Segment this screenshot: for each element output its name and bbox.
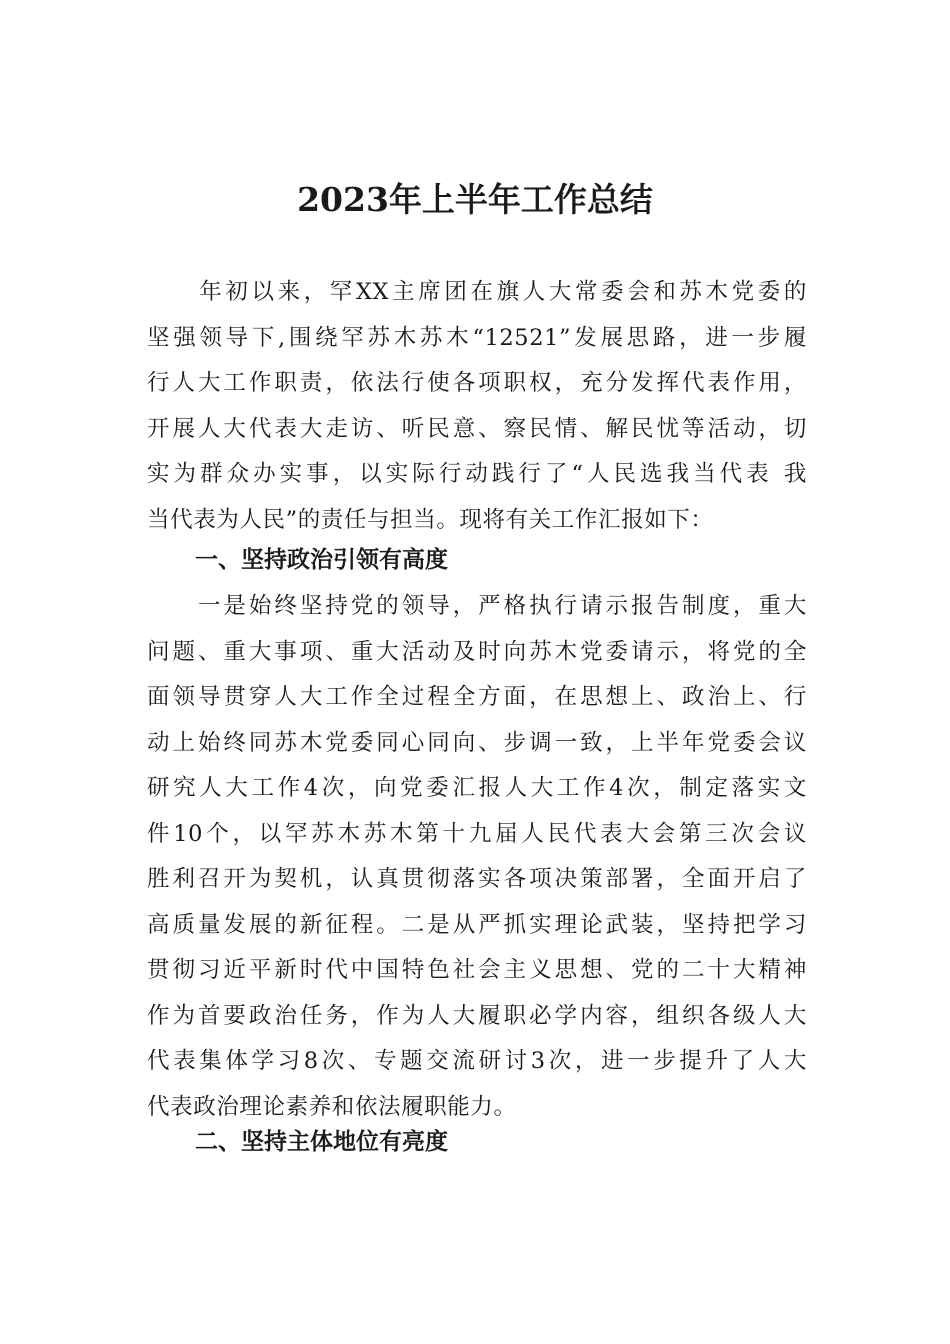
text-line: 当代表为人民”的责任与担当。现将有关工作汇报如下：	[147, 506, 714, 533]
text-line: 开展人大代表大走访、听民意、察民情、解民忧等活动，切	[147, 415, 807, 442]
section-heading-1: 一、坚持政治引领有高度	[195, 547, 448, 573]
text-line: 代表政治理论素养和依法履职能力。	[147, 1093, 517, 1120]
text-line: 实为群众办实事，以实际行动践行了“人民选我当代表 我	[147, 461, 807, 487]
text-line: 行人大工作职责，依法行使各项职权，充分发挥代表作用，	[147, 370, 807, 396]
document-title: 2023年上半年工作总结	[297, 180, 653, 219]
text-line: 作为首要政治任务，作为人大履职必学内容，组织各级人大	[147, 1002, 807, 1029]
text-line: 胜利召开为契机，认真贯彻落实各项决策部署，全面开启了	[147, 866, 807, 892]
text-line: 代表集体学习8次、专题交流研讨3次，进一步提升了人大	[147, 1048, 807, 1074]
text-line: 问题、重大事项、重大活动及时向苏木党委请示，将党的全	[147, 638, 807, 665]
text-line: 年初以来，罕XX主席团在旗人大常委会和苏木党委的	[147, 279, 807, 305]
text-line: 高质量发展的新征程。二是从严抓实理论武装，坚持把学习	[147, 911, 807, 938]
text-line: 面领导贯穿人大工作全过程全方面，在思想上、政治上、行	[147, 684, 807, 710]
text-line: 一是始终坚持党的领导，严格执行请示报告制度，重大	[147, 593, 807, 619]
paragraph-intro	[147, 270, 807, 543]
text-line: 贯彻习近平新时代中国特色社会主义思想、党的二十大精神	[147, 957, 807, 983]
text-line: 动上始终同苏木党委同心同向、步调一致，上半年党委会议	[147, 729, 807, 756]
section-heading-2: 二、坚持主体地位有亮度	[195, 1129, 448, 1155]
text-line: 研究人大工作4次，向党委汇报人大工作4次，制定落实文	[147, 775, 807, 801]
paragraph-section-1	[147, 584, 807, 1130]
text-line: 件10个，以罕苏木苏木第十九届人民代表大会第三次会议	[147, 820, 807, 847]
text-line: 坚强领导下,围绕罕苏木苏木“12521”发展思路，进一步履	[147, 324, 807, 351]
